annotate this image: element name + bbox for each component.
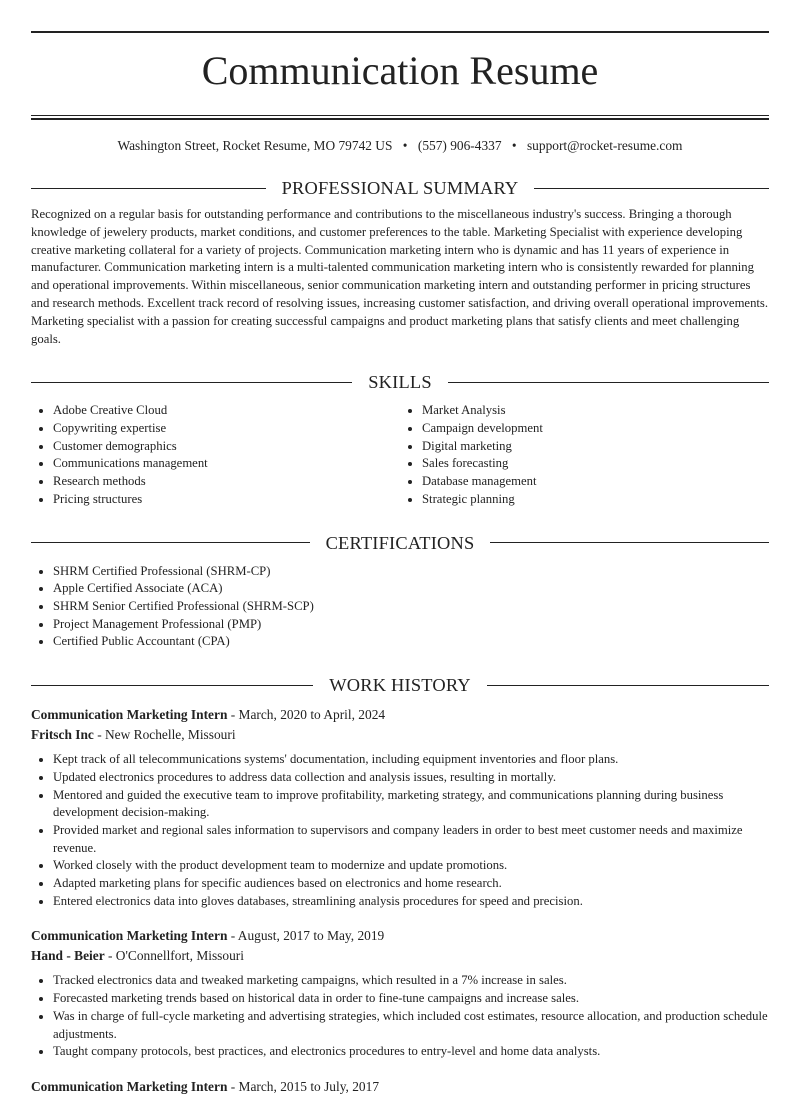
job-entry xyxy=(31,1077,769,1097)
job-bullet: • Was in charge of full-cycle marketing and advertising strategies, which included cost estimates, resource allocation, and production schedule adjustments. xyxy=(53,1008,769,1043)
skills-heading xyxy=(31,372,769,392)
work-history-heading xyxy=(31,675,769,695)
skill-item: • Research methods xyxy=(53,473,400,491)
skill-item: • Adobe Creative Cloud xyxy=(53,402,400,420)
job-title: Communication Marketing Intern xyxy=(31,707,228,723)
job-title-line xyxy=(31,705,769,725)
certification-item: • Project Management Professional (PMP) xyxy=(53,616,769,634)
job-entry xyxy=(31,705,769,910)
job-title-line xyxy=(31,926,769,946)
job-dates: - August, 2017 to May, 2019 xyxy=(227,928,385,944)
job-bullet: • Updated electronics procedures to address data collection and analysis issues, resulting in mortally. xyxy=(53,769,769,787)
certification-item: • SHRM Certified Professional (SHRM-CP) xyxy=(53,563,769,581)
skills-left-column xyxy=(31,402,400,508)
skill-item: • Market Analysis xyxy=(422,402,769,420)
contact-line xyxy=(31,138,769,154)
job-dates: - March, 2015 to July, 2017 xyxy=(227,1078,380,1094)
job-bullets xyxy=(31,972,769,1061)
skill-item: • Sales forecasting xyxy=(422,455,769,473)
contact-phone: (557) 906-4337 xyxy=(417,138,502,153)
certifications-heading-text: CERTIFICATIONS xyxy=(325,532,475,553)
skill-item: • Digital marketing xyxy=(422,438,769,456)
job-title-line xyxy=(31,1077,769,1097)
skills-list xyxy=(31,402,769,508)
skill-item: • Communications management xyxy=(53,455,400,473)
certification-item: • SHRM Senior Certified Professional (SHRM-SCP) xyxy=(53,598,769,616)
job-bullet: • Entered electronics data into gloves databases, streamlining analysis procedures for speed and precision. xyxy=(53,893,769,911)
skills-right-column xyxy=(400,402,769,508)
skills-heading-text: SKILLS xyxy=(368,372,432,393)
job-company: Hand - Beier xyxy=(31,948,105,964)
certifications-list xyxy=(31,563,769,652)
job-bullet: • Kept track of all telecommunications systems' documentation, including equipment inventories and floor plans. xyxy=(53,751,769,769)
header-double-rule xyxy=(31,115,769,120)
contact-separator: • xyxy=(402,138,408,153)
skill-item: • Pricing structures xyxy=(53,491,400,509)
skill-item: • Copywriting expertise xyxy=(53,420,400,438)
summary-heading-text: PROFESSIONAL SUMMARY xyxy=(281,178,519,198)
skill-item: • Database management xyxy=(422,473,769,491)
job-entry xyxy=(31,926,769,1061)
summary-heading xyxy=(31,178,769,198)
job-bullet: • Provided market and regional sales information to supervisors and company leaders in order to best meet customer needs and maximize revenue. xyxy=(53,822,769,857)
job-location: - O'Connellfort, Missouri xyxy=(104,948,244,964)
skill-item: • Campaign development xyxy=(422,420,769,438)
certification-item: • Certified Public Accountant (CPA) xyxy=(53,633,769,651)
skill-item: • Customer demographics xyxy=(53,438,400,456)
job-bullet: • Tracked electronics data and tweaked marketing campaigns, which resulted in a 7% increase in sales. xyxy=(53,972,769,990)
resume-page xyxy=(31,0,769,1097)
summary-text: Recognized on a regular basis for outstanding performance and contributions to the miscellaneous industry's success. Bringing a thorough knowledge of jewelery products, market conditions, and customer preferences to the table. Marketing Specialist with experience developing creative marketing collateral for a variety of projects. Communication marketing intern who is dynamic and has 11 years of experience in manufacturer. Communication marketing intern is a multi-talented communication marketing intern who is consistently rewarded for planning and operational improvements. Within miscellaneous, senior communication marketing intern and outstanding performer in pricing structures and research methods. Excellent track record of resolving issues, increasing customer satisfaction, and driving overall operational improvements. Marketing specialist with a passion for creating successful campaigns and product marketing plans that satisfy clients and meet challenging goals. xyxy=(31,207,769,346)
top-rule xyxy=(31,31,769,33)
skill-item: • Strategic planning xyxy=(422,491,769,509)
job-company-line xyxy=(31,725,769,745)
job-bullet: • Adapted marketing plans for specific audiences based on electronics and home research. xyxy=(53,875,769,893)
job-dates: - March, 2020 to April, 2024 xyxy=(227,707,386,723)
job-bullet: • Worked closely with the product development team to modernize and update promotions. xyxy=(53,857,769,875)
job-company: Fritsch Inc xyxy=(31,727,94,743)
contact-address: Washington Street, Rocket Resume, MO 79742 US xyxy=(117,138,393,153)
contact-email: support@rocket-resume.com xyxy=(526,138,683,153)
job-bullet: • Forecasted marketing trends based on historical data in order to fine-tune campaigns and increase sales. xyxy=(53,990,769,1008)
certification-item: • Apple Certified Associate (ACA) xyxy=(53,580,769,598)
contact-separator: • xyxy=(511,138,517,153)
job-bullet: • Taught company protocols, best practices, and electronics procedures to entry-level and home data analysts. xyxy=(53,1043,769,1061)
job-bullets xyxy=(31,751,769,910)
work-history-heading-text: WORK HISTORY xyxy=(329,675,471,696)
job-title: Communication Marketing Intern xyxy=(31,928,228,944)
job-company-line xyxy=(31,946,769,966)
job-bullet: • Mentored and guided the executive team to improve profitability, marketing strategy, and communications planning during business development decision-making. xyxy=(53,787,769,822)
job-title: Communication Marketing Intern xyxy=(31,1078,228,1094)
job-location: - New Rochelle, Missouri xyxy=(93,727,236,743)
certifications-heading xyxy=(31,533,769,553)
resume-name: Communication Resume xyxy=(201,48,599,93)
